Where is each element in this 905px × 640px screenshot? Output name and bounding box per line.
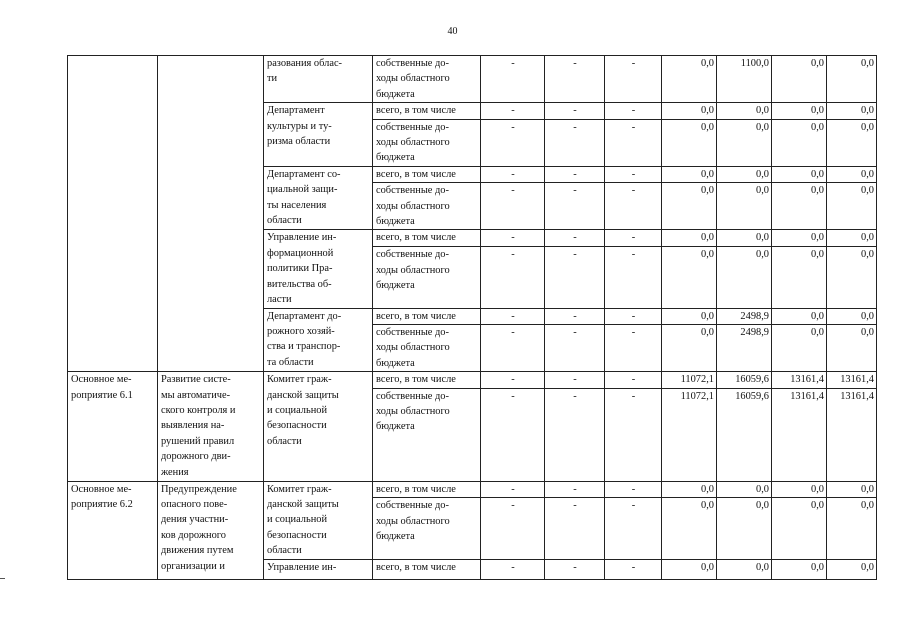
dash-cell: - [545, 103, 605, 119]
dash-cell: - [605, 372, 662, 388]
dash-cell: - [605, 56, 662, 103]
value-cell: 0,0 [772, 324, 827, 371]
dash-cell: - [545, 183, 605, 230]
dash-cell: - [481, 56, 545, 103]
value-cell: 2498,9 [717, 324, 772, 371]
source-cell: собственные до- ходы областного бюджета [373, 324, 481, 371]
dash-cell: - [545, 247, 605, 308]
dash-cell: - [481, 308, 545, 324]
event-cell [68, 56, 158, 372]
value-cell: 11072,1 [662, 372, 717, 388]
dash-cell: - [605, 247, 662, 308]
dash-cell: - [605, 183, 662, 230]
source-cell: собственные до- ходы областного бюджета [373, 498, 481, 559]
value-cell: 0,0 [662, 498, 717, 559]
value-cell: 0,0 [827, 481, 877, 498]
executor-cell: Управление ин- [264, 559, 373, 579]
executor-cell: Департамент культуры и ту- ризма области [264, 103, 373, 167]
value-cell: 0,0 [662, 56, 717, 103]
source-cell: собственные до- ходы областного бюджета [373, 247, 481, 308]
value-cell: 2498,9 [717, 308, 772, 324]
value-cell: 13161,4 [772, 388, 827, 481]
dash-cell: - [605, 324, 662, 371]
value-cell: 1100,0 [717, 56, 772, 103]
value-cell: 0,0 [662, 103, 717, 119]
value-cell: 0,0 [827, 308, 877, 324]
dash-cell: - [481, 166, 545, 182]
dash-cell: - [605, 166, 662, 182]
event-cell: Основное ме- роприятие 6.1 [68, 372, 158, 481]
value-cell: 0,0 [772, 103, 827, 119]
dash-cell: - [605, 498, 662, 559]
dash-cell: - [545, 388, 605, 481]
value-cell: 0,0 [717, 183, 772, 230]
dash-cell: - [605, 388, 662, 481]
value-cell: 0,0 [827, 166, 877, 182]
value-cell: 0,0 [662, 183, 717, 230]
value-cell: 0,0 [717, 247, 772, 308]
source-cell: собственные до- ходы областного бюджета [373, 56, 481, 103]
dash-cell: - [605, 119, 662, 166]
executor-cell: разования облас- ти [264, 56, 373, 103]
dash-cell: - [545, 230, 605, 247]
dash-cell: - [605, 559, 662, 579]
dash-cell: - [545, 559, 605, 579]
dash-cell: - [481, 119, 545, 166]
value-cell: 0,0 [772, 481, 827, 498]
source-cell: собственные до- ходы областного бюджета [373, 183, 481, 230]
source-cell: всего, в том числе [373, 166, 481, 182]
dash-cell: - [605, 230, 662, 247]
value-cell: 0,0 [717, 230, 772, 247]
value-cell: 11072,1 [662, 388, 717, 481]
value-cell: 0,0 [827, 183, 877, 230]
source-cell: всего, в том числе [373, 559, 481, 579]
table-row [68, 56, 877, 103]
table-row [68, 372, 877, 388]
event-title-cell: Предупреждение опасного пове- дения участни- ков дорожного движения путем организации и [158, 481, 264, 579]
value-cell: 0,0 [662, 166, 717, 182]
dash-cell: - [605, 308, 662, 324]
event-title-cell: Развитие систе- мы автоматиче- ского контроля и выявления на- рушений правил дорожного дви- жения [158, 372, 264, 481]
value-cell: 0,0 [827, 119, 877, 166]
dash-cell: - [481, 388, 545, 481]
value-cell: 13161,4 [827, 372, 877, 388]
dash-cell: - [481, 183, 545, 230]
dash-cell: - [605, 103, 662, 119]
value-cell: 16059,6 [717, 372, 772, 388]
executor-cell: Департамент со- циальной защи- ты населения области [264, 166, 373, 230]
dash-cell: - [481, 498, 545, 559]
source-cell: всего, в том числе [373, 230, 481, 247]
dash-cell: - [481, 559, 545, 579]
value-cell: 0,0 [827, 56, 877, 103]
source-cell: всего, в том числе [373, 481, 481, 498]
event-title-cell [158, 56, 264, 372]
source-cell: всего, в том числе [373, 308, 481, 324]
page-number: 40 [447, 26, 458, 37]
dash-cell: - [481, 230, 545, 247]
value-cell: 0,0 [772, 166, 827, 182]
value-cell: 0,0 [827, 559, 877, 579]
dash-cell: - [545, 372, 605, 388]
value-cell: 0,0 [717, 103, 772, 119]
source-cell: всего, в том числе [373, 103, 481, 119]
value-cell: 13161,4 [772, 372, 827, 388]
value-cell: 0,0 [772, 119, 827, 166]
dash-cell: - [545, 498, 605, 559]
value-cell: 0,0 [827, 498, 877, 559]
executor-cell: Департамент до- рожного хозяй- ства и транспор- та области [264, 308, 373, 372]
value-cell: 0,0 [662, 481, 717, 498]
value-cell: 0,0 [662, 324, 717, 371]
value-cell: 0,0 [717, 559, 772, 579]
value-cell: 0,0 [662, 308, 717, 324]
dash-cell: - [545, 119, 605, 166]
budget-table [67, 55, 877, 580]
value-cell: 0,0 [827, 103, 877, 119]
value-cell: 0,0 [717, 481, 772, 498]
source-cell: собственные до- ходы областного бюджета [373, 388, 481, 481]
value-cell: 0,0 [772, 308, 827, 324]
value-cell: 0,0 [772, 247, 827, 308]
table-row [68, 481, 877, 498]
value-cell: 0,0 [827, 247, 877, 308]
scan-mark [0, 578, 5, 579]
value-cell: 0,0 [717, 498, 772, 559]
dash-cell: - [545, 324, 605, 371]
source-cell: собственные до- ходы областного бюджета [373, 119, 481, 166]
dash-cell: - [605, 481, 662, 498]
value-cell: 0,0 [717, 166, 772, 182]
value-cell: 0,0 [662, 119, 717, 166]
dash-cell: - [545, 481, 605, 498]
dash-cell: - [481, 247, 545, 308]
value-cell: 0,0 [772, 559, 827, 579]
value-cell: 13161,4 [827, 388, 877, 481]
value-cell: 0,0 [662, 230, 717, 247]
value-cell: 0,0 [772, 56, 827, 103]
dash-cell: - [481, 324, 545, 371]
value-cell: 0,0 [772, 230, 827, 247]
dash-cell: - [545, 308, 605, 324]
dash-cell: - [481, 481, 545, 498]
value-cell: 0,0 [827, 230, 877, 247]
source-cell: всего, в том числе [373, 372, 481, 388]
executor-cell: Комитет граж- данской защиты и социальной безопасности области [264, 372, 373, 481]
value-cell: 16059,6 [717, 388, 772, 481]
executor-cell: Управление ин- формационной политики Пра- вительства об- ласти [264, 230, 373, 308]
event-cell: Основное ме- роприятие 6.2 [68, 481, 158, 579]
dash-cell: - [481, 372, 545, 388]
value-cell: 0,0 [772, 183, 827, 230]
value-cell: 0,0 [717, 119, 772, 166]
value-cell: 0,0 [772, 498, 827, 559]
dash-cell: - [545, 56, 605, 103]
dash-cell: - [545, 166, 605, 182]
value-cell: 0,0 [662, 247, 717, 308]
value-cell: 0,0 [827, 324, 877, 371]
executor-cell: Комитет граж- данской защиты и социальной безопасности области [264, 481, 373, 559]
dash-cell: - [481, 103, 545, 119]
value-cell: 0,0 [662, 559, 717, 579]
